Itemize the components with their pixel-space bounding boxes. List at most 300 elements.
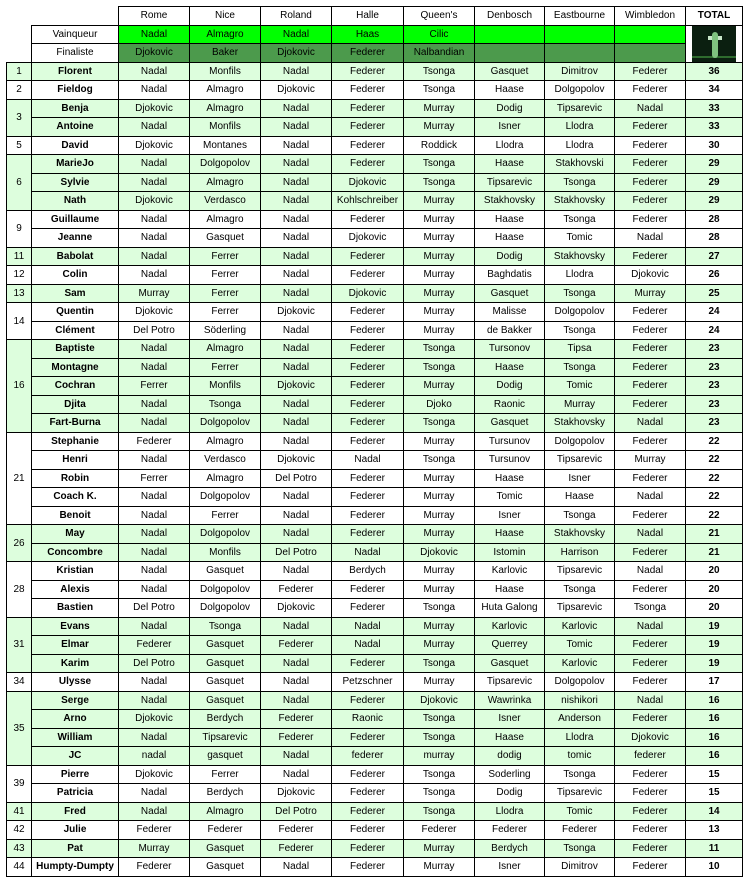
pick-cell[interactable]: Murray <box>404 266 475 285</box>
total-cell[interactable]: 27 <box>686 247 743 266</box>
winner-cell[interactable]: Nadal <box>261 25 332 44</box>
pick-cell[interactable]: Tomic <box>545 377 615 396</box>
pick-cell[interactable]: Tsonga <box>404 654 475 673</box>
pick-cell[interactable]: Isner <box>545 469 615 488</box>
player-name[interactable]: Serge <box>32 691 119 710</box>
rank-cell[interactable]: 35 <box>7 691 32 765</box>
rank-cell[interactable]: 5 <box>7 136 32 155</box>
pick-cell[interactable]: Nadal <box>119 728 190 747</box>
pick-cell[interactable]: Del Potro <box>261 543 332 562</box>
pick-cell[interactable]: Tsonga <box>404 173 475 192</box>
pick-cell[interactable]: Stakhovsky <box>545 414 615 433</box>
player-name[interactable]: Patricia <box>32 784 119 803</box>
pick-cell[interactable]: Haase <box>475 525 545 544</box>
pick-cell[interactable]: Nadal <box>261 432 332 451</box>
pick-cell[interactable]: Verdasco <box>190 451 261 470</box>
pick-cell[interactable]: Federer <box>332 340 404 359</box>
pick-cell[interactable]: Llodra <box>545 266 615 285</box>
pick-cell[interactable]: Federer <box>261 636 332 655</box>
pick-cell[interactable]: Ferrer <box>190 358 261 377</box>
pick-cell[interactable]: Isner <box>475 710 545 729</box>
pick-cell[interactable]: Haase <box>475 155 545 174</box>
pick-cell[interactable]: Federer <box>332 118 404 137</box>
pick-cell[interactable]: Federer <box>332 377 404 396</box>
total-cell[interactable]: 26 <box>686 266 743 285</box>
total-cell[interactable]: 20 <box>686 580 743 599</box>
pick-cell[interactable]: Tipsarevic <box>545 99 615 118</box>
pick-cell[interactable]: Federer <box>615 710 686 729</box>
pick-cell[interactable]: Tipsarevic <box>475 673 545 692</box>
pick-cell[interactable]: Nadal <box>119 81 190 100</box>
pick-cell[interactable]: Nadal <box>615 414 686 433</box>
pick-cell[interactable]: Isner <box>475 858 545 877</box>
pick-cell[interactable]: Llodra <box>475 136 545 155</box>
pick-cell[interactable]: Nadal <box>261 247 332 266</box>
total-cell[interactable]: 20 <box>686 599 743 618</box>
rank-cell[interactable]: 12 <box>7 266 32 285</box>
pick-cell[interactable]: Federer <box>332 765 404 784</box>
pick-cell[interactable]: Murray <box>404 229 475 248</box>
pick-cell[interactable]: Gasquet <box>190 654 261 673</box>
pick-cell[interactable]: Murray <box>404 617 475 636</box>
pick-cell[interactable]: Federer <box>615 136 686 155</box>
pick-cell[interactable]: Baghdatis <box>475 266 545 285</box>
pick-cell[interactable]: Tursunov <box>475 451 545 470</box>
player-name[interactable]: JC <box>32 747 119 766</box>
pick-cell[interactable]: Federer <box>332 580 404 599</box>
pick-cell[interactable]: Nadal <box>119 173 190 192</box>
pick-cell[interactable]: Murray <box>404 432 475 451</box>
pick-cell[interactable]: Almagro <box>190 469 261 488</box>
total-cell[interactable]: 19 <box>686 617 743 636</box>
rank-cell[interactable]: 6 <box>7 155 32 211</box>
pick-cell[interactable]: Dodig <box>475 247 545 266</box>
total-cell[interactable]: 30 <box>686 136 743 155</box>
pick-cell[interactable]: Federer <box>615 247 686 266</box>
rank-cell[interactable]: 44 <box>7 858 32 877</box>
pick-cell[interactable]: Nadal <box>261 340 332 359</box>
pick-cell[interactable]: Nadal <box>261 617 332 636</box>
pick-cell[interactable]: dodig <box>475 747 545 766</box>
finalist-cell[interactable] <box>475 44 545 63</box>
column-header[interactable]: Queen's <box>404 7 475 26</box>
pick-cell[interactable]: Murray <box>404 192 475 211</box>
rank-cell[interactable]: 43 <box>7 839 32 858</box>
pick-cell[interactable]: Tsonga <box>404 62 475 81</box>
pick-cell[interactable]: Federer <box>615 765 686 784</box>
pick-cell[interactable]: Nadal <box>261 562 332 581</box>
pick-cell[interactable]: Dolgopolov <box>190 414 261 433</box>
pick-cell[interactable]: Federer <box>615 62 686 81</box>
player-name[interactable]: William <box>32 728 119 747</box>
pick-cell[interactable]: Del Potro <box>261 469 332 488</box>
pick-cell[interactable]: Dodig <box>475 784 545 803</box>
pick-cell[interactable]: Llodra <box>545 136 615 155</box>
pick-cell[interactable]: Malisse <box>475 303 545 322</box>
rank-cell[interactable]: 16 <box>7 340 32 433</box>
pick-cell[interactable]: Del Potro <box>119 321 190 340</box>
pick-cell[interactable]: Nadal <box>261 747 332 766</box>
pick-cell[interactable]: Nadal <box>261 118 332 137</box>
pick-cell[interactable]: Querrey <box>475 636 545 655</box>
pick-cell[interactable]: Tsonga <box>190 395 261 414</box>
player-name[interactable]: Stephanie <box>32 432 119 451</box>
player-name[interactable]: Jeanne <box>32 229 119 248</box>
pick-cell[interactable]: Haase <box>475 229 545 248</box>
pick-cell[interactable]: Federer <box>615 303 686 322</box>
pick-cell[interactable]: Federer <box>332 469 404 488</box>
pick-cell[interactable]: Berdych <box>332 562 404 581</box>
pick-cell[interactable]: Nadal <box>332 543 404 562</box>
pick-cell[interactable]: Isner <box>475 506 545 525</box>
pick-cell[interactable]: Isner <box>475 118 545 137</box>
pick-cell[interactable]: Dolgopolov <box>545 303 615 322</box>
pick-cell[interactable]: Llodra <box>545 728 615 747</box>
pick-cell[interactable]: Wawrinka <box>475 691 545 710</box>
pick-cell[interactable]: Federer <box>261 821 332 840</box>
pick-cell[interactable]: Djoko <box>404 395 475 414</box>
pick-cell[interactable]: Tomic <box>545 636 615 655</box>
pick-cell[interactable]: Nadal <box>261 266 332 285</box>
player-name[interactable]: Colin <box>32 266 119 285</box>
total-cell[interactable]: 22 <box>686 451 743 470</box>
pick-cell[interactable]: Federer <box>332 599 404 618</box>
pick-cell[interactable]: Federer <box>545 821 615 840</box>
player-name[interactable]: Kristian <box>32 562 119 581</box>
pick-cell[interactable]: Nadal <box>119 155 190 174</box>
pick-cell[interactable]: Haase <box>475 469 545 488</box>
pick-cell[interactable]: Stakhovsky <box>545 247 615 266</box>
pick-cell[interactable]: Raonic <box>475 395 545 414</box>
pick-cell[interactable]: Federer <box>615 192 686 211</box>
rank-cell[interactable]: 21 <box>7 432 32 525</box>
pick-cell[interactable]: Ferrer <box>190 303 261 322</box>
player-name[interactable]: Elmar <box>32 636 119 655</box>
pick-cell[interactable]: Haase <box>545 488 615 507</box>
pick-cell[interactable]: Murray <box>404 858 475 877</box>
rank-cell[interactable]: 39 <box>7 765 32 802</box>
pick-cell[interactable]: Gasquet <box>190 229 261 248</box>
player-name[interactable]: Robin <box>32 469 119 488</box>
pick-cell[interactable]: Nadal <box>119 488 190 507</box>
pick-cell[interactable]: Ferrer <box>119 469 190 488</box>
pick-cell[interactable]: Söderling <box>190 321 261 340</box>
pick-cell[interactable]: Federer <box>332 266 404 285</box>
total-cell[interactable]: 28 <box>686 229 743 248</box>
total-cell[interactable]: 24 <box>686 303 743 322</box>
pick-cell[interactable]: Tsonga <box>404 358 475 377</box>
total-cell[interactable]: 15 <box>686 784 743 803</box>
pick-cell[interactable]: Federer <box>615 118 686 137</box>
pick-cell[interactable]: Federer <box>615 654 686 673</box>
pick-cell[interactable]: Djokovic <box>332 284 404 303</box>
pick-cell[interactable]: Murray <box>404 99 475 118</box>
pick-cell[interactable]: Federer <box>332 839 404 858</box>
pick-cell[interactable]: Kohlschreiber <box>332 192 404 211</box>
total-cell[interactable]: 22 <box>686 469 743 488</box>
pick-cell[interactable]: Djokovic <box>119 192 190 211</box>
pick-cell[interactable]: Dolgopolov <box>545 673 615 692</box>
pick-cell[interactable]: Tsonga <box>545 173 615 192</box>
pick-cell[interactable]: Federer <box>615 821 686 840</box>
winner-cell[interactable] <box>545 25 615 44</box>
pick-cell[interactable]: Murray <box>404 377 475 396</box>
pick-cell[interactable]: Federer <box>332 136 404 155</box>
total-cell[interactable]: 33 <box>686 99 743 118</box>
winner-cell[interactable]: Cilic <box>404 25 475 44</box>
pick-cell[interactable]: Nadal <box>119 580 190 599</box>
pick-cell[interactable]: Tsonga <box>404 802 475 821</box>
pick-cell[interactable]: Murray <box>615 451 686 470</box>
pick-cell[interactable]: Tsonga <box>404 81 475 100</box>
total-cell[interactable]: 24 <box>686 321 743 340</box>
pick-cell[interactable]: Murray <box>404 210 475 229</box>
pick-cell[interactable]: Gasquet <box>190 673 261 692</box>
player-name[interactable]: Concombre <box>32 543 119 562</box>
pick-cell[interactable]: Federer <box>615 210 686 229</box>
pick-cell[interactable]: Federer <box>615 173 686 192</box>
pick-cell[interactable]: Nadal <box>119 247 190 266</box>
pick-cell[interactable]: Stakhovski <box>545 155 615 174</box>
total-cell[interactable]: 11 <box>686 839 743 858</box>
pick-cell[interactable]: federer <box>332 747 404 766</box>
pick-cell[interactable]: Nadal <box>261 284 332 303</box>
pick-cell[interactable]: Murray <box>404 303 475 322</box>
pick-cell[interactable]: Federer <box>332 728 404 747</box>
pick-cell[interactable]: Nadal <box>332 617 404 636</box>
pick-cell[interactable]: Tipsarevic <box>545 784 615 803</box>
pick-cell[interactable]: Llodra <box>475 802 545 821</box>
pick-cell[interactable]: Federer <box>332 395 404 414</box>
player-name[interactable]: Evans <box>32 617 119 636</box>
pick-cell[interactable]: Tipsarevic <box>545 562 615 581</box>
pick-cell[interactable]: Djokovic <box>261 599 332 618</box>
pick-cell[interactable]: Dimitrov <box>545 858 615 877</box>
pick-cell[interactable]: Nadal <box>261 155 332 174</box>
total-cell[interactable]: 28 <box>686 210 743 229</box>
pick-cell[interactable]: Llodra <box>545 118 615 137</box>
pick-cell[interactable]: Tsonga <box>545 839 615 858</box>
pick-cell[interactable]: Nadal <box>261 395 332 414</box>
total-cell[interactable]: 23 <box>686 340 743 359</box>
pick-cell[interactable]: Haase <box>475 728 545 747</box>
total-cell[interactable]: 22 <box>686 488 743 507</box>
pick-cell[interactable]: Gasquet <box>475 62 545 81</box>
player-name[interactable]: Sylvie <box>32 173 119 192</box>
total-cell[interactable]: 14 <box>686 802 743 821</box>
pick-cell[interactable]: Djokovic <box>261 303 332 322</box>
pick-cell[interactable]: Tsonga <box>404 451 475 470</box>
pick-cell[interactable]: Gasquet <box>475 654 545 673</box>
pick-cell[interactable]: Federer <box>332 358 404 377</box>
pick-cell[interactable]: Djokovic <box>119 765 190 784</box>
pick-cell[interactable]: Nadal <box>119 266 190 285</box>
player-name[interactable]: Djita <box>32 395 119 414</box>
pick-cell[interactable]: Murray <box>404 469 475 488</box>
pick-cell[interactable]: Nadal <box>261 858 332 877</box>
pick-cell[interactable]: Nadal <box>615 99 686 118</box>
pick-cell[interactable]: Nadal <box>261 654 332 673</box>
pick-cell[interactable]: Federer <box>332 414 404 433</box>
player-name[interactable]: Montagne <box>32 358 119 377</box>
pick-cell[interactable]: Monfils <box>190 118 261 137</box>
pick-cell[interactable]: Federer <box>332 62 404 81</box>
pick-cell[interactable]: Federer <box>119 636 190 655</box>
pick-cell[interactable]: Djokovic <box>119 136 190 155</box>
pick-cell[interactable]: Federer <box>332 691 404 710</box>
pick-cell[interactable]: Federer <box>332 506 404 525</box>
player-name[interactable]: Julie <box>32 821 119 840</box>
pick-cell[interactable]: Gasquet <box>190 562 261 581</box>
player-name[interactable]: Benja <box>32 99 119 118</box>
finalist-cell[interactable]: Djokovic <box>119 44 190 63</box>
total-cell[interactable]: 17 <box>686 673 743 692</box>
winner-cell[interactable] <box>615 25 686 44</box>
winner-cell[interactable]: Haas <box>332 25 404 44</box>
total-cell[interactable]: 15 <box>686 765 743 784</box>
pick-cell[interactable]: Tipsarevic <box>475 173 545 192</box>
pick-cell[interactable]: Nadal <box>119 210 190 229</box>
pick-cell[interactable]: Murray <box>404 284 475 303</box>
rank-cell[interactable]: 26 <box>7 525 32 562</box>
pick-cell[interactable]: Murray <box>404 488 475 507</box>
pick-cell[interactable]: Karlovic <box>545 617 615 636</box>
pick-cell[interactable]: Dimitrov <box>545 62 615 81</box>
total-cell[interactable]: 22 <box>686 432 743 451</box>
pick-cell[interactable]: Djokovic <box>332 229 404 248</box>
total-cell[interactable]: 36 <box>686 62 743 81</box>
pick-cell[interactable]: Karlovic <box>475 617 545 636</box>
pick-cell[interactable]: Berdych <box>190 710 261 729</box>
rank-cell[interactable]: 3 <box>7 99 32 136</box>
pick-cell[interactable]: Federer <box>332 303 404 322</box>
pick-cell[interactable]: Nadal <box>332 451 404 470</box>
column-header[interactable]: Nice <box>190 7 261 26</box>
pick-cell[interactable]: Murray <box>404 506 475 525</box>
pick-cell[interactable]: Montanes <box>190 136 261 155</box>
pick-cell[interactable]: Tsonga <box>404 765 475 784</box>
total-cell[interactable]: 22 <box>686 506 743 525</box>
pick-cell[interactable]: Federer <box>332 155 404 174</box>
pick-cell[interactable]: Federer <box>261 710 332 729</box>
pick-cell[interactable]: Berdych <box>475 839 545 858</box>
pick-cell[interactable]: Murray <box>119 284 190 303</box>
rank-cell[interactable]: 28 <box>7 562 32 618</box>
pick-cell[interactable]: Federer <box>615 340 686 359</box>
pick-cell[interactable]: Tsonga <box>545 284 615 303</box>
pick-cell[interactable]: Tomic <box>545 802 615 821</box>
pick-cell[interactable]: Federer <box>615 469 686 488</box>
player-name[interactable]: Antoine <box>32 118 119 137</box>
pick-cell[interactable]: Del Potro <box>119 654 190 673</box>
pick-cell[interactable]: Nadal <box>261 506 332 525</box>
pick-cell[interactable]: Nadal <box>119 414 190 433</box>
player-name[interactable]: Ulysse <box>32 673 119 692</box>
pick-cell[interactable]: Nadal <box>615 617 686 636</box>
player-name[interactable]: MarieJo <box>32 155 119 174</box>
pick-cell[interactable]: Gasquet <box>190 839 261 858</box>
pick-cell[interactable]: Dolgopolov <box>190 525 261 544</box>
pick-cell[interactable]: Federer <box>615 321 686 340</box>
pick-cell[interactable]: Nadal <box>119 506 190 525</box>
pick-cell[interactable]: Tsonga <box>545 506 615 525</box>
pick-cell[interactable]: Federer <box>332 654 404 673</box>
total-cell[interactable]: 16 <box>686 747 743 766</box>
pick-cell[interactable]: Tsonga <box>404 710 475 729</box>
pick-cell[interactable]: Stakhovsky <box>545 192 615 211</box>
pick-cell[interactable]: Tipsarevic <box>545 599 615 618</box>
finalist-cell[interactable]: Djokovic <box>261 44 332 63</box>
player-name[interactable]: Nath <box>32 192 119 211</box>
pick-cell[interactable]: Dodig <box>475 377 545 396</box>
pick-cell[interactable]: Murray <box>404 636 475 655</box>
pick-cell[interactable]: Djokovic <box>119 99 190 118</box>
pick-cell[interactable]: Ferrer <box>190 247 261 266</box>
pick-cell[interactable]: Djokovic <box>261 81 332 100</box>
pick-cell[interactable]: Nadal <box>119 340 190 359</box>
pick-cell[interactable]: Almagro <box>190 173 261 192</box>
rank-cell[interactable]: 9 <box>7 210 32 247</box>
pick-cell[interactable]: Nadal <box>615 488 686 507</box>
pick-cell[interactable]: Stakhovsky <box>475 192 545 211</box>
pick-cell[interactable]: Tomic <box>545 229 615 248</box>
pick-cell[interactable]: Gasquet <box>190 691 261 710</box>
pick-cell[interactable]: Federer <box>615 543 686 562</box>
pick-cell[interactable]: Dolgopolov <box>190 488 261 507</box>
pick-cell[interactable]: Tomic <box>475 488 545 507</box>
pick-cell[interactable]: Haase <box>475 580 545 599</box>
pick-cell[interactable]: Nadal <box>119 395 190 414</box>
pick-cell[interactable]: Verdasco <box>190 192 261 211</box>
pick-cell[interactable]: Federer <box>332 247 404 266</box>
rank-cell[interactable]: 41 <box>7 802 32 821</box>
column-header[interactable]: Roland <box>261 7 332 26</box>
total-cell[interactable]: 16 <box>686 728 743 747</box>
pick-cell[interactable]: Del Potro <box>261 802 332 821</box>
total-cell[interactable]: 13 <box>686 821 743 840</box>
pick-cell[interactable]: Tsonga <box>404 155 475 174</box>
player-name[interactable]: May <box>32 525 119 544</box>
rank-cell[interactable]: 42 <box>7 821 32 840</box>
column-header[interactable]: Wimbledon <box>615 7 686 26</box>
pick-cell[interactable]: Federer <box>119 858 190 877</box>
player-name[interactable]: Sam <box>32 284 119 303</box>
pick-cell[interactable]: Federer <box>615 839 686 858</box>
pick-cell[interactable]: Nadal <box>261 321 332 340</box>
pick-cell[interactable]: Federer <box>404 821 475 840</box>
pick-cell[interactable]: Huta Galong <box>475 599 545 618</box>
pick-cell[interactable]: Tsonga <box>545 765 615 784</box>
pick-cell[interactable]: Nadal <box>261 488 332 507</box>
total-cell[interactable]: 23 <box>686 414 743 433</box>
pick-cell[interactable]: Nadal <box>261 691 332 710</box>
pick-cell[interactable]: Tsonga <box>404 784 475 803</box>
pick-cell[interactable]: Federer <box>615 377 686 396</box>
player-name[interactable]: Baptiste <box>32 340 119 359</box>
column-header[interactable]: Denbosch <box>475 7 545 26</box>
total-cell[interactable]: 20 <box>686 562 743 581</box>
player-name[interactable]: Benoit <box>32 506 119 525</box>
player-name[interactable]: David <box>32 136 119 155</box>
total-cell[interactable]: 19 <box>686 636 743 655</box>
player-name[interactable]: Bastien <box>32 599 119 618</box>
pick-cell[interactable]: Tsonga <box>545 580 615 599</box>
pick-cell[interactable]: Federer <box>332 81 404 100</box>
pick-cell[interactable]: Nadal <box>119 562 190 581</box>
pick-cell[interactable]: Federer <box>615 506 686 525</box>
pick-cell[interactable]: Nadal <box>119 525 190 544</box>
pick-cell[interactable]: Gasquet <box>475 414 545 433</box>
